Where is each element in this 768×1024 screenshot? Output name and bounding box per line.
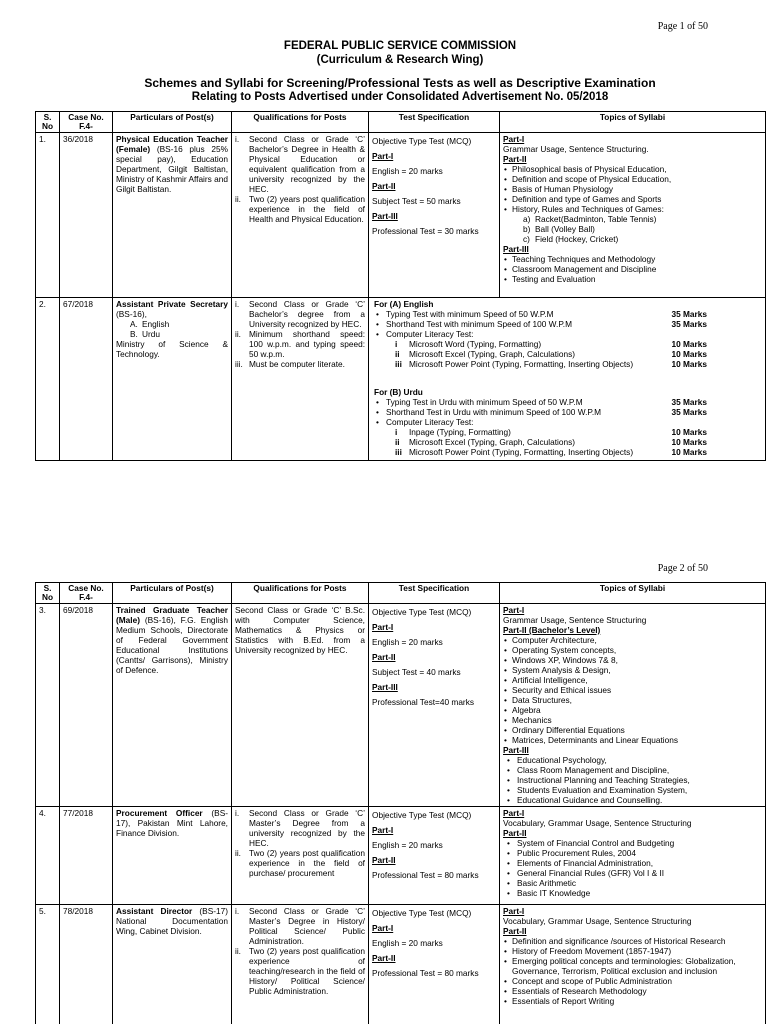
qual-cell: Second Class or Grade ‘C’ B.Sc. with Computer Science, Mathematics & Physics or Statistics with B.Ed. from a University recognized by HEC.	[232, 604, 369, 807]
post-title: Assistant Director	[116, 906, 193, 916]
list-item: • Concept and scope of Public Administration	[503, 976, 762, 986]
document-header	[35, 39, 765, 104]
topics-part1-text: Vocabulary, Grammar Usage, Sentence Structuring	[503, 916, 692, 926]
header-sno: S. No	[36, 583, 60, 604]
syllabus-table-page1	[35, 111, 766, 461]
topics-part3-label: Part-III	[503, 244, 529, 254]
list-item: • Basic IT Knowledge	[503, 888, 762, 898]
test-part1-label: Part-I	[372, 923, 394, 933]
test-cell	[369, 807, 500, 905]
list-item: iii Microsoft Power Point (Typing, Formatting, Inserting Objects) 10 Marks	[395, 447, 707, 457]
case-cell: 36/2018	[60, 133, 113, 298]
list-item: • Classroom Management and Discipline	[503, 264, 762, 274]
topics-cell	[500, 133, 766, 298]
topics-cell	[500, 905, 766, 1024]
list-item: • System of Financial Control and Budgeting	[503, 838, 762, 848]
table-header-row	[36, 583, 766, 604]
post-title: Physical Education Teacher (Female)	[116, 134, 228, 154]
list-item: c) Field (Hockey, Cricket)	[523, 234, 619, 244]
list-item: • Educational Guidance and Counselling.	[503, 795, 762, 805]
list-item: • Computer Literacy Test:	[372, 329, 707, 339]
test-part1-label: Part-I	[372, 151, 394, 161]
header-qual: Qualifications for Posts	[232, 583, 369, 604]
list-item: • Students Evaluation and Examination System,	[503, 785, 762, 795]
list-item: • Typing Test in Urdu with minimum Speed of 50 W.P.M 35 Marks	[372, 397, 707, 407]
header-test: Test Specification	[369, 583, 500, 604]
test-part2-label: Part-II	[372, 855, 396, 865]
qual-item: iii. Must be computer literate.	[235, 359, 345, 369]
test-part2-label: Part-II	[372, 953, 396, 963]
table-header-row	[36, 112, 766, 133]
topics-part1-label: Part-I	[503, 134, 525, 144]
case-cell: 77/2018	[60, 807, 113, 905]
list-item: • Definition and type of Games and Sports	[503, 194, 762, 204]
list-item: • Definition and scope of Physical Education,	[503, 174, 762, 184]
list-item: • Basic Arithmetic	[503, 878, 762, 888]
list-item: • Typing Test with minimum Speed of 50 W.P.M 35 Marks	[372, 309, 707, 319]
list-item: • History of Freedom Movement (1857-1947)	[503, 946, 762, 956]
list-item: • Definition and significance /sources of Historical Research	[503, 936, 762, 946]
list-item: i Inpage (Typing, Formatting) 10 Marks	[395, 427, 707, 437]
test-part3-marks: Professional Test = 30 marks	[372, 226, 479, 236]
post-title: Trained Graduate Teacher (Male)	[116, 605, 228, 625]
list-item: b) Ball (Volley Ball)	[523, 224, 595, 234]
sno-cell: 4.	[36, 807, 60, 905]
header-topics: Topics of Syllabi	[500, 112, 766, 133]
list-item: • Emerging political concepts and terminologies: Globalization, Governance, Terrorism, Political exclusion and inclusion	[503, 956, 762, 976]
post-details: (BS-16),	[116, 309, 147, 319]
test-mcq: Objective Type Test (MCQ)	[372, 810, 472, 820]
list-item: • Class Room Management and Discipline,	[503, 765, 762, 775]
topics-cell	[500, 807, 766, 905]
list-item: • Artificial Intelligence,	[503, 675, 762, 685]
post-details: (BS-16 plus 25% special pay), Education Department, Gilgit Baltistan, Ministry of Kashmir Affairs and Gilgit Baltistan.	[116, 144, 228, 194]
english-heading: For (A) English	[374, 299, 434, 309]
list-item: • Windows XP, Windows 7& 8,	[503, 655, 762, 665]
topics-part3-label: Part-III	[503, 745, 529, 755]
qual-item: ii. Minimum shorthand speed: 100 w.p.m. and typing speed: 50 w.p.m.	[235, 329, 365, 359]
list-item: • Computer Literacy Test:	[372, 417, 707, 427]
post-title: Assistant Private Secretary	[116, 299, 228, 309]
list-item: • System Analysis & Design,	[503, 665, 762, 675]
post-cell	[113, 905, 232, 1024]
list-item: i Microsoft Word (Typing, Formatting) 10 Marks	[395, 339, 707, 349]
post-ministry: Ministry of Science & Technology.	[116, 339, 228, 359]
syllabus-table-page2	[35, 582, 766, 1024]
list-item: • Matrices, Determinants and Linear Equations	[503, 735, 762, 745]
test-part3-label: Part-III	[372, 682, 398, 692]
list-item: • General Financial Rules (GFR) Vol I & II	[503, 868, 762, 878]
urdu-heading: For (B) Urdu	[374, 387, 423, 397]
list-item: • Security and Ethical issues	[503, 685, 762, 695]
list-item: • Philosophical basis of Physical Education,	[503, 164, 762, 174]
test-part1-marks: English = 20 marks	[372, 637, 443, 647]
topics-part1-text: Vocabulary, Grammar Usage, Sentence Structuring	[503, 818, 692, 828]
test-cell	[369, 604, 500, 807]
list-item: • Data Structures,	[503, 695, 762, 705]
test-topics-cell	[369, 298, 766, 461]
post-cell	[113, 133, 232, 298]
case-cell: 69/2018	[60, 604, 113, 807]
list-item: • Ordinary Differential Equations	[503, 725, 762, 735]
list-item: • Testing and Evaluation	[503, 274, 762, 284]
test-part2-marks: Professional Test = 80 marks	[372, 968, 479, 978]
table-row	[36, 604, 766, 807]
list-item: • Operating System concepts,	[503, 645, 762, 655]
test-part1-marks: English = 20 marks	[372, 938, 443, 948]
topics-part2-label: Part-II (Bachelor’s Level)	[503, 625, 601, 635]
topics-part1-label: Part-I	[503, 605, 525, 615]
test-part3-marks: Professional Test=40 marks	[372, 697, 474, 707]
qual-cell	[232, 298, 369, 461]
list-item: • Instructional Planning and Teaching Strategies,	[503, 775, 762, 785]
header-qual: Qualifications for Posts	[232, 112, 369, 133]
test-part1-marks: English = 20 marks	[372, 840, 443, 850]
topics-part2-label: Part-II	[503, 828, 527, 838]
list-item: • Basis of Human Physiology	[503, 184, 762, 194]
list-item: • Essentials of Report Writing	[503, 996, 762, 1006]
list-item: B. Urdu	[130, 329, 160, 339]
test-cell	[369, 905, 500, 1024]
test-part2-label: Part-II	[372, 181, 396, 191]
topics-part1-label: Part-I	[503, 808, 525, 818]
post-details: (BS-17) National Documentation Wing, Cabinet Division.	[116, 906, 229, 936]
qual-cell	[232, 807, 369, 905]
qual-cell	[232, 905, 369, 1024]
test-mcq: Objective Type Test (MCQ)	[372, 136, 472, 146]
qual-cell	[232, 133, 369, 298]
header-topics: Topics of Syllabi	[500, 583, 766, 604]
header-test: Test Specification	[369, 112, 500, 133]
list-item: • Mechanics	[503, 715, 762, 725]
org-name: FEDERAL PUBLIC SERVICE COMMISSION	[283, 40, 517, 52]
test-mcq: Objective Type Test (MCQ)	[372, 908, 472, 918]
post-title: Procurement Officer	[116, 808, 203, 818]
header-post: Particulars of Post(s)	[113, 112, 232, 133]
list-item: • Public Procurement Rules, 2004	[503, 848, 762, 858]
sno-cell: 2.	[36, 298, 60, 461]
table-row	[36, 807, 766, 905]
list-item: • History, Rules and Techniques of Games:	[503, 204, 762, 214]
qual-item: i. Second Class or Grade ‘C’ Master’s Degree in History/ Political Science/ Public Administration.	[235, 906, 365, 946]
test-part2-marks: Professional Test = 80 marks	[372, 870, 479, 880]
list-item: ii Microsoft Excel (Typing, Graph, Calculations) 10 Marks	[395, 349, 707, 359]
test-part2-label: Part-II	[372, 652, 396, 662]
list-item: • Shorthand Test in Urdu with minimum Speed of 100 W.P.M 35 Marks	[372, 407, 707, 417]
document-title-line2: Relating to Posts Advertised under Consolidated Advertisement No. 05/2018	[191, 91, 609, 103]
test-cell	[369, 133, 500, 298]
post-cell	[113, 298, 232, 461]
sno-cell: 1.	[36, 133, 60, 298]
header-case: Case No. F.4-	[60, 583, 113, 604]
qual-item: ii. Two (2) years post qualification experience of teaching/research in the field of History/ Political Science/ Public Administration.	[235, 946, 365, 996]
topics-part2-label: Part-II	[503, 926, 527, 936]
header-case: Case No. F.4-	[60, 112, 113, 133]
list-item: A. English	[130, 319, 170, 329]
post-cell	[113, 807, 232, 905]
qual-item: ii. Two (2) years post qualification experience in the field of purchase/ procurement	[235, 848, 365, 878]
qual-item: ii. Two (2) years post qualification experience in the field of Health and Physical Education.	[235, 194, 365, 224]
table-row	[36, 298, 766, 461]
sno-cell: 3.	[36, 604, 60, 807]
qual-item: i. Second Class or Grade ‘C’ Master’s Degree from a university recognized by the HEC.	[235, 808, 365, 848]
list-item: • Essentials of Research Methodology	[503, 986, 762, 996]
header-sno: S. No	[36, 112, 60, 133]
table-row	[36, 905, 766, 1024]
list-item: a) Racket(Badminton, Table Tennis)	[523, 214, 657, 224]
case-cell: 78/2018	[60, 905, 113, 1024]
list-item: • Computer Architecture,	[503, 635, 762, 645]
topics-part2-label: Part-II	[503, 154, 527, 164]
topics-part1-label: Part-I	[503, 906, 525, 916]
list-item: • Algebra	[503, 705, 762, 715]
list-item: • Educational Psychology,	[503, 755, 762, 765]
list-item: ii Microsoft Excel (Typing, Graph, Calculations) 10 Marks	[395, 437, 707, 447]
post-details: (BS-17), Pakistan Mint Lahore, Finance Division.	[116, 808, 228, 838]
document-title-line1: Schemes and Syllabi for Screening/Professional Tests as well as Descriptive Examination	[144, 76, 656, 90]
list-item: • Shorthand Test with minimum Speed of 100 W.P.M 35 Marks	[372, 319, 707, 329]
test-mcq: Objective Type Test (MCQ)	[372, 607, 472, 617]
list-item: • Teaching Techniques and Methodology	[503, 254, 762, 264]
page-number: Page 2 of 50	[657, 563, 708, 574]
qual-item: i. Second Class or Grade ‘C’ Bachelor’s Degree in Health & Physical Education or equivalent qualification from a university recognized by the HEC.	[235, 134, 365, 194]
table-row	[36, 133, 766, 298]
case-cell: 67/2018	[60, 298, 113, 461]
topics-part1-text: Grammar Usage, Sentence Structuring.	[503, 144, 649, 154]
test-part3-label: Part-III	[372, 211, 398, 221]
list-item: iii Microsoft Power Point (Typing, Formatting, Inserting Objects) 10 Marks	[395, 359, 707, 369]
topics-cell	[500, 604, 766, 807]
page-number: Page 1 of 50	[657, 21, 708, 32]
sno-cell: 5.	[36, 905, 60, 1024]
test-part2-marks: Subject Test = 50 marks	[372, 196, 461, 206]
post-cell	[113, 604, 232, 807]
test-part1-marks: English = 20 marks	[372, 166, 443, 176]
qual-item: i. Second Class or Grade ‘C’ Bachelor’s degree from a University recognized by HEC.	[235, 299, 365, 329]
test-part1-label: Part-I	[372, 825, 394, 835]
test-part2-marks: Subject Test = 40 marks	[372, 667, 461, 677]
post-details: (BS-16), F.G. English Medium Schools, Directorate of Federal Government Educational Institutions (Cantts/ Garrisons), Ministry of Defence.	[116, 615, 228, 675]
list-item: • Elements of Financial Administration,	[503, 858, 762, 868]
test-part1-label: Part-I	[372, 622, 394, 632]
topics-part1-text: Grammar Usage, Sentence Structuring	[503, 615, 647, 625]
wing-name: (Curriculum & Research Wing)	[316, 54, 484, 66]
header-post: Particulars of Post(s)	[113, 583, 232, 604]
